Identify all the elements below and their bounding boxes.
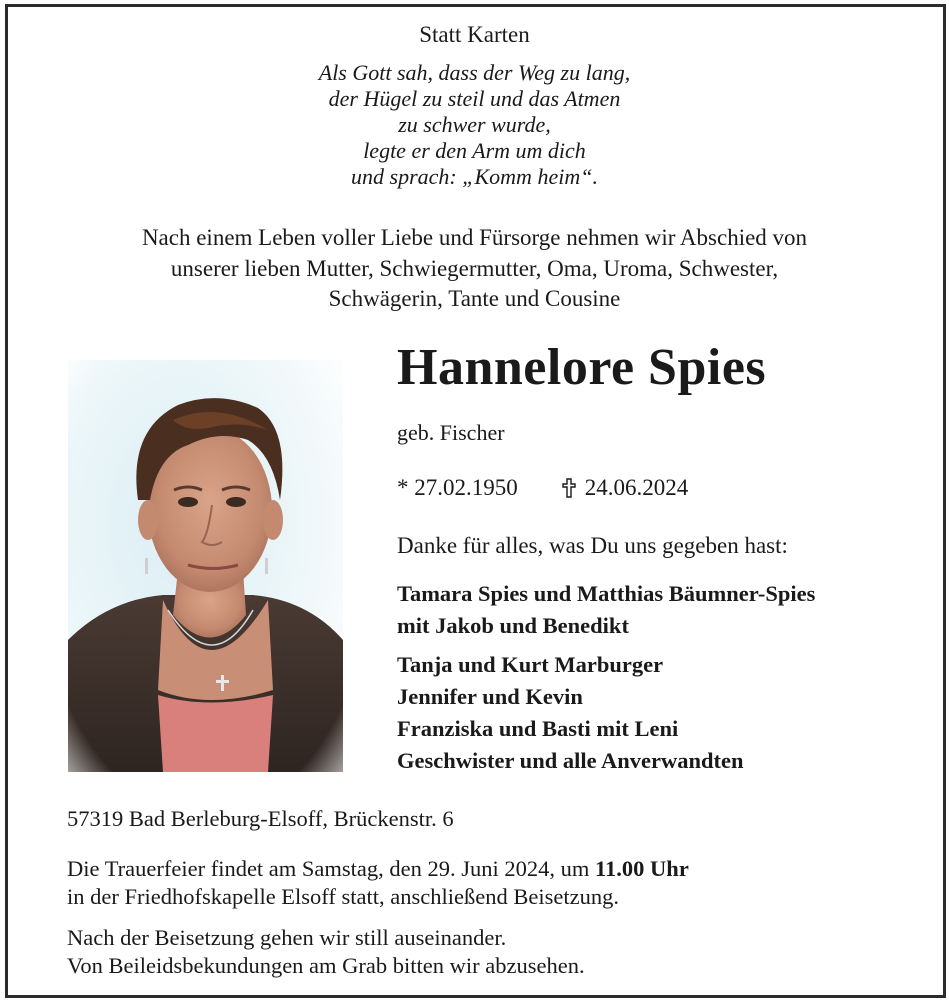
intro-line: Schwägerin, Tante und Cousine xyxy=(328,286,621,311)
family-line: Tamara Spies und Matthias Bäumner-Spies xyxy=(397,581,816,606)
intro-line: Nach einem Leben voller Liebe und Fürsorge nehmen wir Abschied von xyxy=(141,225,808,250)
family-group-2 xyxy=(397,649,743,777)
service-line-1 xyxy=(67,855,689,883)
family-line: mit Jakob und Benedikt xyxy=(397,613,629,638)
family-line: Tanja und Kurt Marburger xyxy=(397,652,664,677)
life-dates xyxy=(397,475,688,501)
family-line: Geschwister und alle Anverwandten xyxy=(397,748,744,773)
poem xyxy=(0,60,949,190)
birth-date: * 27.02.1950 xyxy=(397,475,518,500)
closing-line: Nach der Beisetzung gehen wir still auseinander. xyxy=(67,925,507,950)
poem-line: und sprach: „Komm heim“. xyxy=(351,164,598,189)
service-line-2: in der Friedhofskapelle Elsoff statt, anschließend Beisetzung. xyxy=(67,884,619,909)
address: 57319 Bad Berleburg-Elsoff, Brückenstr. 6 xyxy=(67,806,454,831)
thanks-line: Danke für alles, was Du uns gegeben hast: xyxy=(397,533,788,558)
poem-line: zu schwer wurde, xyxy=(398,112,551,137)
closing-notice xyxy=(67,924,585,980)
poem-line: Als Gott sah, dass der Weg zu lang, xyxy=(318,60,631,85)
header-statt-karten: Statt Karten xyxy=(419,22,530,47)
cross-icon xyxy=(562,478,576,498)
service-info xyxy=(67,855,689,911)
service-time: 11.00 Uhr xyxy=(595,856,689,881)
death-date-group xyxy=(562,475,689,501)
poem-line: legte er den Arm um dich xyxy=(363,138,586,163)
closing-line: Von Beileidsbekundungen am Grab bitten wir abzusehen. xyxy=(67,953,585,978)
intro-text xyxy=(0,223,949,315)
intro-line: unserer lieben Mutter, Schwiegermutter, Oma, Uroma, Schwester, xyxy=(170,255,779,281)
family-line: Jennifer und Kevin xyxy=(397,684,583,709)
death-date: 24.06.2024 xyxy=(584,475,689,500)
family-line: Franziska und Basti mit Leni xyxy=(397,716,679,741)
service-line-1-text: Die Trauerfeier findet am Samstag, den 29. Juni 2024, um xyxy=(67,856,596,881)
portrait-illustration xyxy=(68,360,343,772)
deceased-name: Hannelore Spies xyxy=(397,339,767,396)
portrait-photo xyxy=(68,360,343,772)
maiden-name: geb. Fischer xyxy=(397,420,505,445)
family-group-1 xyxy=(397,578,815,642)
poem-line: der Hügel zu steil und das Atmen xyxy=(328,86,621,111)
